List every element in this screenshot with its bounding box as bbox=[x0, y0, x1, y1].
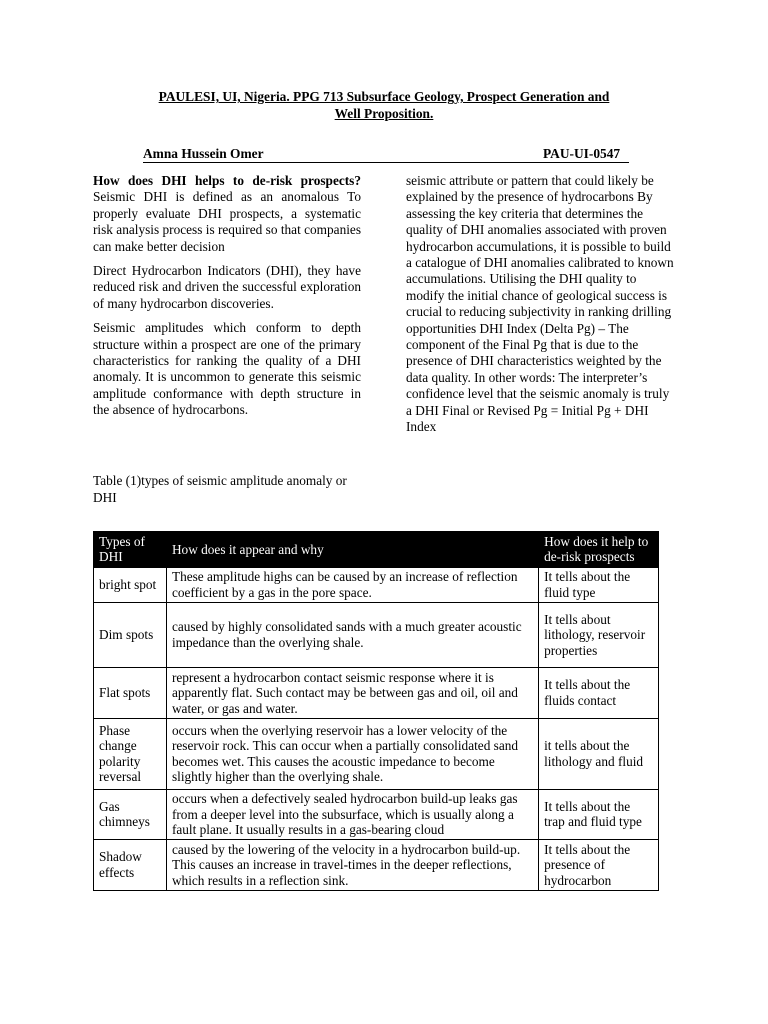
table-row bbox=[94, 789, 659, 839]
dhi-type-cell: Dim spots bbox=[94, 602, 167, 667]
table-header-row bbox=[94, 532, 659, 568]
dhi-appearance-cell: occurs when the overlying reservoir has a lower velocity of the reservoir rock. This can occur when a partially consolidated sand becomes wet. This causes the acoustic impedance to become slightly higher than the overlying shale. bbox=[166, 718, 538, 789]
header-appearance: How does it appear and why bbox=[166, 532, 538, 568]
dhi-appearance-cell: represent a hydrocarbon contact seismic response where it is apparently flat. Such contact may be between gas and oil, oil and water, or gas and water. bbox=[166, 667, 538, 718]
table-caption: Table (1)types of seismic amplitude anomaly or DHI bbox=[93, 473, 347, 505]
table-row bbox=[94, 602, 659, 667]
dhi-derisk-cell: It tells about the trap and fluid type bbox=[539, 789, 659, 839]
right-column bbox=[406, 173, 678, 436]
left-paragraph-1 bbox=[93, 173, 361, 255]
dhi-derisk-cell: it tells about the lithology and fluid bbox=[539, 718, 659, 789]
dhi-appearance-cell: caused by highly consolidated sands with a much greater acoustic impedance than the overlying shale. bbox=[166, 602, 538, 667]
definition-text: Seismic DHI is defined as an anomalous To properly evaluate DHI prospects, a systematic risk analysis process is required so that companies can make better decision bbox=[93, 189, 361, 254]
right-paragraph: seismic attribute or pattern that could likely be explained by the presence of hydrocarbons By assessing the key criteria that determines the quality of DHI anomalies associated with proven hydrocarbon accumulations, it is possible to build a catalogue of DHI anomalies calibrated to known accumulations. Utilising the DHI quality to modify the initial chance of geological success is crucial to reducing subjectivity in ranking drilling opportunities DHI Index (Delta Pg) – The component of the Final Pg that is due to the presence of DHI characteristics weighted by the data quality. In other words: The interpreter’s confidence level that the seismic anomaly is truly a DHI Final or Revised Pg = Initial Pg + DHI Index bbox=[406, 173, 674, 435]
dhi-derisk-cell: It tells about the fluids contact bbox=[539, 667, 659, 718]
author-line bbox=[143, 145, 629, 163]
dhi-appearance-cell: occurs when a defectively sealed hydrocarbon build-up leaks gas from a deeper level into the subsurface, which is usually along a fault plane. It usually results in a gas-bearing cloud bbox=[166, 789, 538, 839]
question-heading: How does DHI helps to de-risk prospects? bbox=[93, 173, 361, 188]
document-title bbox=[120, 88, 648, 122]
title-line-1: PAULESI, UI, Nigeria. PPG 713 Subsurface Geology, Prospect Generation and bbox=[158, 89, 610, 104]
title-line-2: Well Proposition. bbox=[334, 106, 434, 121]
dhi-type-cell: bright spot bbox=[94, 567, 167, 602]
left-paragraph-3: Seismic amplitudes which conform to depth structure within a prospect are one of the primary characteristics for ranking the quality of a DHI anomaly. It is uncommon to generate this seismic amplitude conformance with depth structure in the absence of hydrocarbons. bbox=[93, 320, 361, 418]
dhi-derisk-cell: It tells about the fluid type bbox=[539, 567, 659, 602]
table-row bbox=[94, 667, 659, 718]
student-id: PAU-UI-0547 bbox=[543, 146, 621, 161]
table-row bbox=[94, 839, 659, 890]
dhi-type-cell: Shadow effects bbox=[94, 839, 167, 890]
dhi-type-cell: Phase change polarity reversal bbox=[94, 718, 167, 789]
left-column bbox=[93, 173, 361, 427]
dhi-type-cell: Flat spots bbox=[94, 667, 167, 718]
table-row bbox=[94, 718, 659, 789]
header-derisk: How does it help to de-risk prospects bbox=[539, 532, 659, 568]
left-paragraph-2: Direct Hydrocarbon Indicators (DHI), they have reduced risk and driven the successful exploration of many hydrocarbon discoveries. bbox=[93, 263, 361, 311]
dhi-appearance-cell: caused by the lowering of the velocity in a hydrocarbon build-up. This causes an increase in travel-times in the deeper reflections, which results in a reflection sink. bbox=[166, 839, 538, 890]
dhi-table bbox=[93, 531, 659, 891]
header-types: Types of DHI bbox=[94, 532, 167, 568]
dhi-derisk-cell: It tells about the presence of hydrocarbon bbox=[539, 839, 659, 890]
dhi-derisk-cell: It tells about lithology, reservoir properties bbox=[539, 602, 659, 667]
author-name: Amna Hussein Omer bbox=[143, 146, 264, 161]
table-row bbox=[94, 567, 659, 602]
dhi-type-cell: Gas chimneys bbox=[94, 789, 167, 839]
dhi-appearance-cell: These amplitude highs can be caused by an increase of reflection coefficient by a gas in the pore space. bbox=[166, 567, 538, 602]
